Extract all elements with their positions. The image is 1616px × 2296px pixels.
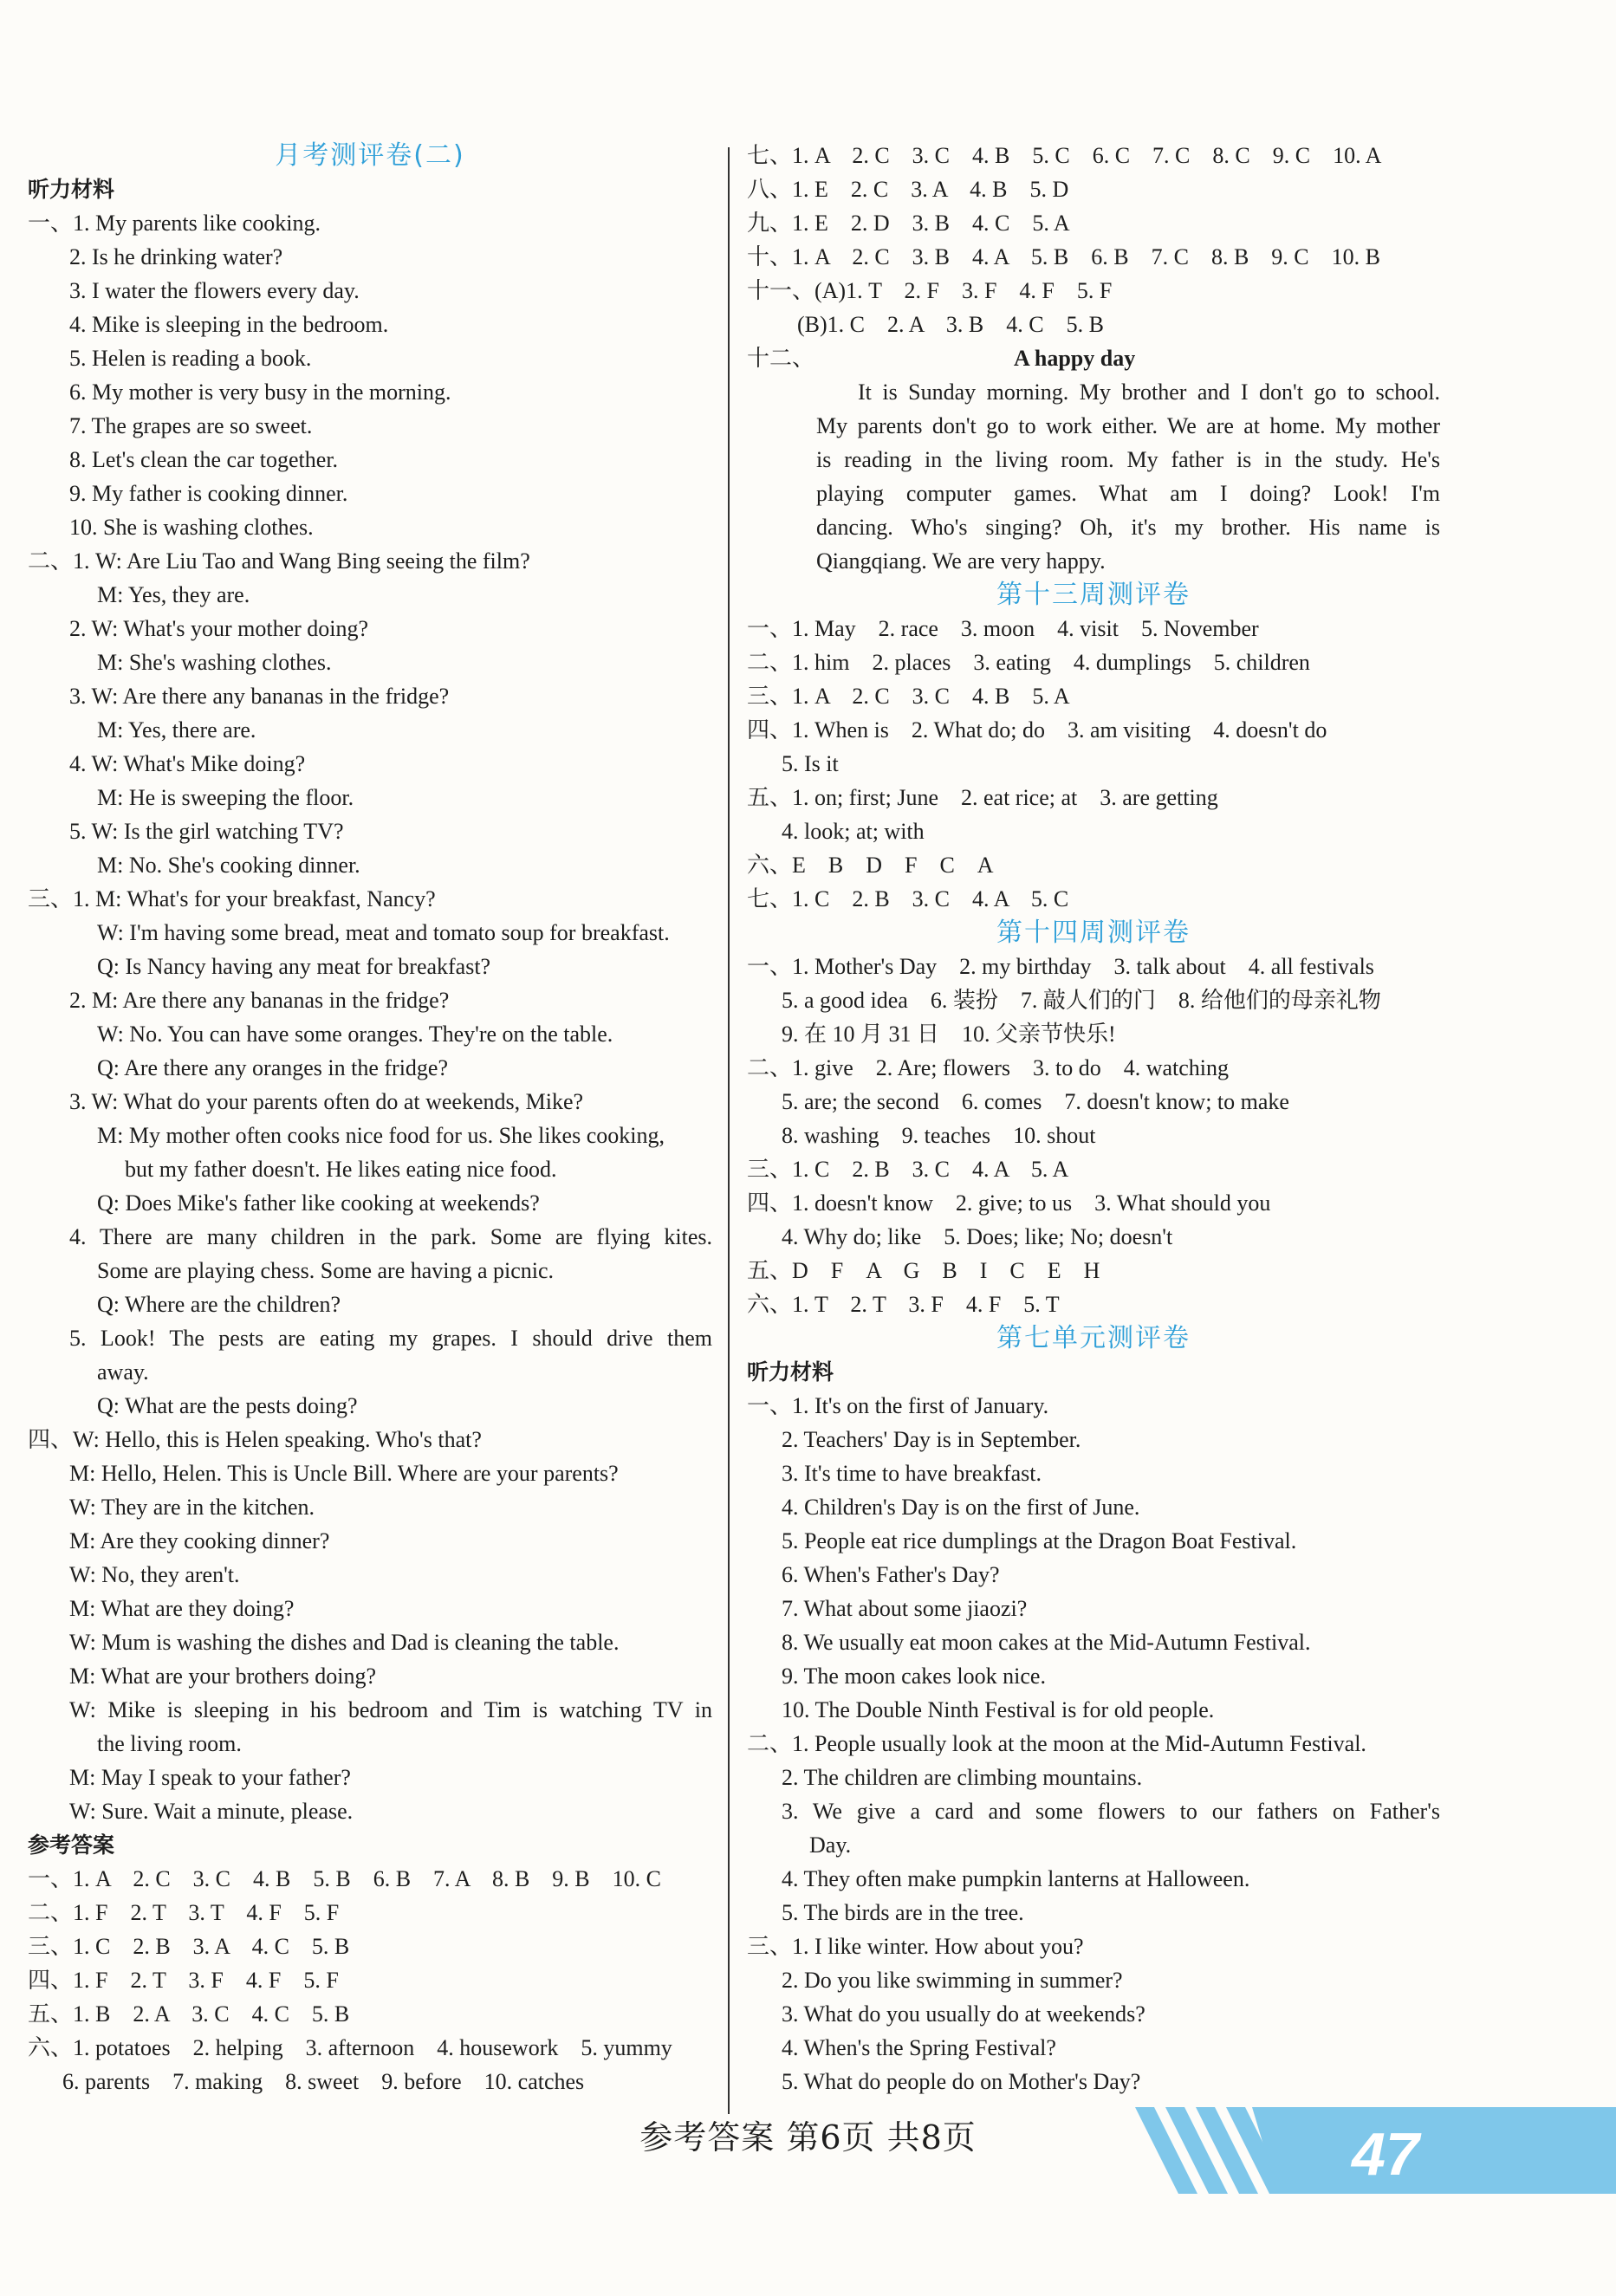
line-text: 一、1. Mother's Day 2. my birthday 3. talk about 4. all festivals: [747, 954, 1374, 979]
text-line: [747, 206, 1440, 240]
line-text: W: They are in the kitchen.: [69, 1495, 315, 1520]
line-text: 5. a good idea 6. 装扮 7. 敲人们的门 8. 给他们的母亲礼物: [782, 988, 1381, 1013]
line-text: 五、1. B 2. A 3. C 4. C 5. B: [28, 2001, 350, 2027]
text-line: [28, 1727, 712, 1761]
line-text: but my father doesn't. He likes eating nice food.: [125, 1157, 557, 1182]
line-text: 5. Helen is reading a book.: [69, 346, 312, 371]
line-text: 5. Is it: [782, 751, 839, 776]
text-line: [747, 1119, 1440, 1152]
text-line: [28, 274, 712, 308]
line-text: 9. The moon cakes look nice.: [782, 1664, 1046, 1689]
text-line: [28, 679, 712, 713]
text-line: [747, 679, 1440, 713]
line-text: 2. M: Are there any bananas in the fridge?: [69, 988, 450, 1013]
text-line: [747, 443, 1440, 477]
text-line: [747, 1896, 1440, 1930]
text-line: [747, 983, 1440, 1017]
text-line: [747, 814, 1440, 848]
text-line: [28, 1321, 712, 1355]
line-text: M: My mother often cooks nice food for us. She likes cooking,: [97, 1123, 665, 1148]
line-text: 二、1. give 2. Are; flowers 3. to do 4. watching: [747, 1055, 1230, 1080]
line-text: 一、1. It's on the first of January.: [747, 1393, 1049, 1418]
line-text: 听力材料: [28, 177, 115, 202]
line-text: 3. I water the flowers every day.: [69, 278, 360, 303]
page-number-banner: [1135, 2107, 1616, 2194]
line-text: It is Sunday morning. My brother and I don't go to school.: [858, 379, 1440, 405]
line-text: Q: What are the pests doing?: [97, 1393, 358, 1418]
text-line: [747, 1456, 1440, 1490]
line-text: 9. My father is cooking dinner.: [69, 481, 348, 506]
line-text: 4. They often make pumpkin lanterns at Halloween.: [782, 1866, 1250, 1891]
line-text: 四、1. When is 2. What do; do 3. am visiting 4. doesn't do: [747, 717, 1327, 743]
line-text: 2. The children are climbing mountains.: [782, 1765, 1143, 1790]
line-text: 七、1. C 2. B 3. C 4. A 5. C: [747, 886, 1069, 911]
line-text: 三、1. I like winter. How about you?: [747, 1934, 1084, 1959]
line-text: 4. look; at; with: [782, 819, 925, 844]
text-line: [747, 1524, 1440, 1558]
line-text: W: I'm having some bread, meat and tomato soup for breakfast.: [97, 920, 670, 945]
text-line: [28, 612, 712, 645]
text-line: [747, 1727, 1440, 1761]
text-line: [28, 2065, 712, 2098]
line-text: 月考测评卷(二): [275, 140, 465, 171]
line-text: 二、1. F 2. T 3. T 4. F 5. F: [28, 1900, 340, 1925]
text-line: [28, 375, 712, 409]
line-text: 8. We usually eat moon cakes at the Mid-Autumn Festival.: [782, 1630, 1311, 1655]
line-text: dancing. Who's singing? Oh, it's my brother. His name is: [816, 515, 1440, 540]
line-text: 四、1. doesn't know 2. give; to us 3. What should you: [747, 1190, 1271, 1216]
text-line: [28, 240, 712, 274]
line-text: 10. She is washing clothes.: [69, 515, 314, 540]
text-line: [28, 983, 712, 1017]
line-text: 5. Look! The pests are eating my grapes. I should drive them: [69, 1326, 712, 1351]
text-line: [28, 747, 712, 781]
text-line: [28, 1930, 712, 1963]
text-line: [747, 341, 1440, 375]
passage-title: A happy day: [1014, 346, 1136, 371]
line-text: 4. Mike is sleeping in the bedroom.: [69, 312, 389, 337]
line-text: M: What are they doing?: [69, 1596, 295, 1621]
footer-caption: 参考答案 第6页 共8页: [639, 2118, 977, 2157]
text-line: [28, 1659, 712, 1693]
text-line: [28, 510, 712, 544]
line-text: 六、E B D F C A: [747, 853, 994, 878]
text-line: [28, 1119, 712, 1152]
line-text: 5. What do people do on Mother's Day?: [782, 2069, 1141, 2094]
line-text: 2. Do you like swimming in summer?: [782, 1968, 1123, 1993]
text-line: [28, 713, 712, 747]
text-line: [28, 1389, 712, 1423]
line-text: 6. When's Father's Day?: [782, 1562, 1000, 1587]
text-line: [28, 1085, 712, 1119]
text-line: [747, 1017, 1440, 1051]
text-line: [28, 1761, 712, 1794]
line-text: 六、1. potatoes 2. helping 3. afternoon 4. housework 5. yummy: [28, 2035, 672, 2060]
text-line: [747, 544, 1440, 578]
text-line: [747, 240, 1440, 274]
text-line: [747, 1490, 1440, 1524]
line-text: 8. washing 9. teaches 10. shout: [782, 1123, 1096, 1148]
line-text: 4. When's the Spring Festival?: [782, 2035, 1056, 2060]
text-line: [747, 950, 1440, 983]
line-text: 3. What do you usually do at weekends?: [782, 2001, 1145, 2027]
line-text: M: No. She's cooking dinner.: [97, 853, 360, 878]
section-subheading: [747, 1355, 1440, 1389]
line-text: 十、1. A 2. C 3. B 4. A 5. B 6. B 7. C 8. B 9. C 10. B: [747, 244, 1380, 269]
text-line: [747, 1625, 1440, 1659]
text-line: [747, 713, 1440, 747]
text-line: [747, 1862, 1440, 1896]
line-text: 第七单元测评卷: [996, 1323, 1191, 1353]
line-text: M: Yes, there are.: [97, 717, 256, 743]
line-text: 4. Why do; like 5. Does; like; No; doesn't: [782, 1224, 1173, 1249]
text-line: [28, 206, 712, 240]
line-text: Qiangqiang. We are very happy.: [816, 548, 1106, 574]
text-line: [747, 172, 1440, 206]
text-line: [28, 950, 712, 983]
line-text: Day.: [809, 1832, 852, 1858]
text-line: [28, 1896, 712, 1930]
text-line: [28, 781, 712, 814]
line-text: 7. The grapes are so sweet.: [69, 413, 313, 438]
text-line: [28, 1524, 712, 1558]
line-text: 十二、: [747, 346, 815, 371]
text-line: [747, 848, 1440, 882]
text-line: [28, 1997, 712, 2031]
text-line: [28, 1423, 712, 1456]
section-subheading: [28, 1828, 712, 1862]
text-line: [28, 814, 712, 848]
text-line: [28, 544, 712, 578]
line-text: 一、1. A 2. C 3. C 4. B 5. B 6. B 7. A 8. B 9. B 10. C: [28, 1866, 661, 1891]
text-line: [28, 848, 712, 882]
line-text: Q: Where are the children?: [97, 1292, 341, 1317]
text-line: [747, 1186, 1440, 1220]
text-line: [28, 341, 712, 375]
text-line: [747, 1828, 1440, 1862]
line-text: 4. W: What's Mike doing?: [69, 751, 306, 776]
section-title: [747, 1321, 1440, 1355]
text-line: [28, 1963, 712, 1997]
line-text: W: No. You can have some oranges. They're on the table.: [97, 1022, 613, 1047]
line-text: 4. Children's Day is on the first of June.: [782, 1495, 1140, 1520]
line-text: 六、1. T 2. T 3. F 4. F 5. T: [747, 1292, 1060, 1317]
text-line: [747, 1963, 1440, 1997]
text-line: [747, 1389, 1440, 1423]
text-line: [747, 477, 1440, 510]
text-line: [28, 1355, 712, 1389]
line-text: M: May I speak to your father?: [69, 1765, 351, 1790]
line-text: 七、1. A 2. C 3. C 4. B 5. C 6. C 7. C 8. C 9. C 10. A: [747, 143, 1382, 168]
line-text: 8. Let's clean the car together.: [69, 447, 339, 472]
line-text: 3. W: Are there any bananas in the fridge?: [69, 684, 450, 709]
line-text: W: Mike is sleeping in his bedroom and Tim is watching TV in: [69, 1697, 712, 1722]
text-line: [747, 409, 1440, 443]
text-line: [747, 1287, 1440, 1321]
text-line: [28, 1287, 712, 1321]
text-line: [747, 510, 1440, 544]
text-line: [747, 375, 1440, 409]
page-number: 47: [1352, 2120, 1419, 2188]
line-text: 9. 在 10 月 31 日 10. 父亲节快乐!: [782, 1022, 1116, 1047]
line-text: 5. People eat rice dumplings at the Dragon Boat Festival.: [782, 1528, 1297, 1553]
text-line: [28, 409, 712, 443]
line-text: 三、1. C 2. B 3. A 4. C 5. B: [28, 1934, 350, 1959]
text-line: [28, 645, 712, 679]
text-line: [747, 274, 1440, 308]
section-title: [747, 916, 1440, 950]
banner-band: [1252, 2107, 1616, 2194]
text-line: [747, 1930, 1440, 1963]
text-line: [28, 916, 712, 950]
line-text: 十一、(A)1. T 2. F 3. F 4. F 5. F: [747, 278, 1113, 303]
line-text: 5. are; the second 6. comes 7. doesn't know; to make: [782, 1089, 1289, 1114]
text-line: [747, 1592, 1440, 1625]
text-line: [747, 1423, 1440, 1456]
line-text: playing computer games. What am I doing? Look! I'm: [816, 481, 1440, 506]
line-text: 7. What about some jiaozi?: [782, 1596, 1028, 1621]
line-text: 6. My mother is very busy in the morning.: [69, 379, 451, 405]
line-text: 四、W: Hello, this is Helen speaking. Who's that?: [28, 1427, 482, 1452]
line-text: 五、D F A G B I C E H: [747, 1258, 1100, 1283]
line-text: (B)1. C 2. A 3. B 4. C 5. B: [797, 312, 1104, 337]
text-line: [747, 1254, 1440, 1287]
line-text: M: What are your brothers doing?: [69, 1664, 377, 1689]
line-text: M: Hello, Helen. This is Uncle Bill. Where are your parents?: [69, 1461, 619, 1486]
line-text: 3. W: What do your parents often do at weekends, Mike?: [69, 1089, 584, 1114]
line-text: 5. W: Is the girl watching TV?: [69, 819, 344, 844]
text-line: [28, 1794, 712, 1828]
line-text: 二、1. W: Are Liu Tao and Wang Bing seeing the film?: [28, 548, 530, 574]
text-line: [28, 882, 712, 916]
line-text: 第十三周测评卷: [996, 580, 1191, 610]
section-title: [28, 139, 712, 172]
line-text: 三、1. C 2. B 3. C 4. A 5. A: [747, 1157, 1069, 1182]
text-line: [28, 1592, 712, 1625]
line-text: W: Sure. Wait a minute, please.: [69, 1799, 354, 1824]
line-text: 一、1. May 2. race 3. moon 4. visit 5. November: [747, 616, 1259, 641]
line-text: M: He is sweeping the floor.: [97, 785, 354, 810]
text-line: [28, 2031, 712, 2065]
line-text: Q: Is Nancy having any meat for breakfast?: [97, 954, 491, 979]
line-text: 参考答案: [28, 1832, 115, 1858]
line-text: Q: Are there any oranges in the fridge?: [97, 1055, 449, 1080]
text-line: [747, 1152, 1440, 1186]
text-line: [747, 1558, 1440, 1592]
text-line: [747, 139, 1440, 172]
line-text: 五、1. on; first; June 2. eat rice; at 3. are getting: [747, 785, 1218, 810]
line-text: 三、1. M: What's for your breakfast, Nancy?: [28, 886, 436, 911]
text-line: [747, 2065, 1440, 2098]
line-text: 2. Teachers' Day is in September.: [782, 1427, 1081, 1452]
text-line: [28, 477, 712, 510]
text-line: [28, 1490, 712, 1524]
text-line: [747, 1085, 1440, 1119]
text-line: [747, 1997, 1440, 2031]
line-text: 2. W: What's your mother doing?: [69, 616, 369, 641]
line-text: My parents don't go to work either. We are at home. My mother: [816, 413, 1440, 438]
line-text: 2. Is he drinking water?: [69, 244, 283, 269]
line-text: 10. The Double Ninth Festival is for old people.: [782, 1697, 1215, 1722]
text-line: [747, 1051, 1440, 1085]
line-text: the living room.: [97, 1731, 242, 1756]
line-text: Q: Does Mike's father like cooking at weekends?: [97, 1190, 540, 1216]
text-line: [747, 612, 1440, 645]
line-text: M: Are they cooking dinner?: [69, 1528, 330, 1553]
text-line: [28, 1220, 712, 1254]
text-line: [747, 747, 1440, 781]
text-line: [747, 882, 1440, 916]
line-text: W: No, they aren't.: [69, 1562, 240, 1587]
line-text: 二、1. him 2. places 3. eating 4. dumplings 5. children: [747, 650, 1310, 675]
text-line: [28, 1558, 712, 1592]
text-line: [747, 2031, 1440, 2065]
line-text: away.: [97, 1359, 149, 1385]
text-line: [747, 1761, 1440, 1794]
line-text: 三、1. A 2. C 3. C 4. B 5. A: [747, 684, 1070, 709]
line-text: 3. It's time to have breakfast.: [782, 1461, 1042, 1486]
text-line: [28, 1625, 712, 1659]
line-text: 一、1. My parents like cooking.: [28, 211, 321, 236]
text-line: [28, 443, 712, 477]
text-line: [28, 308, 712, 341]
text-line: [747, 1693, 1440, 1727]
text-line: [747, 645, 1440, 679]
text-line: [28, 1186, 712, 1220]
line-text: W: Mum is washing the dishes and Dad is cleaning the table.: [69, 1630, 620, 1655]
text-line: [747, 308, 1440, 341]
text-line: [747, 1794, 1440, 1828]
text-line: [747, 1220, 1440, 1254]
text-line: [28, 1051, 712, 1085]
section-title: [747, 578, 1440, 612]
line-text: is reading in the living room. My father is in the study. He's: [816, 447, 1440, 472]
line-text: Some are playing chess. Some are having a picnic.: [97, 1258, 555, 1283]
line-text: 八、1. E 2. C 3. A 4. B 5. D: [747, 177, 1069, 202]
text-line: [747, 781, 1440, 814]
text-line: [28, 1693, 712, 1727]
line-text: 四、1. F 2. T 3. F 4. F 5. F: [28, 1968, 339, 1993]
line-text: M: Yes, they are.: [97, 582, 250, 607]
text-line: [28, 1862, 712, 1896]
line-text: 九、1. E 2. D 3. B 4. C 5. A: [747, 211, 1070, 236]
column-divider: [728, 147, 730, 2114]
line-text: M: She's washing clothes.: [97, 650, 332, 675]
text-line: [28, 1456, 712, 1490]
text-line: [28, 1017, 712, 1051]
line-text: 6. parents 7. making 8. sweet 9. before 10. catches: [62, 2069, 585, 2094]
text-line: [747, 1659, 1440, 1693]
text-line: [28, 1254, 712, 1287]
line-text: 5. The birds are in the tree.: [782, 1900, 1024, 1925]
line-text: 听力材料: [747, 1359, 834, 1385]
right-column: [747, 139, 1440, 2098]
section-subheading: [28, 172, 712, 206]
line-text: 二、1. People usually look at the moon at the Mid-Autumn Festival.: [747, 1731, 1366, 1756]
line-text: 4. There are many children in the park. Some are flying kites.: [69, 1224, 712, 1249]
text-line: [28, 578, 712, 612]
left-column: [28, 139, 712, 2098]
text-line: [28, 1152, 712, 1186]
line-text: 第十四周测评卷: [996, 918, 1191, 948]
line-text: 3. We give a card and some flowers to our fathers on Father's: [782, 1799, 1440, 1824]
